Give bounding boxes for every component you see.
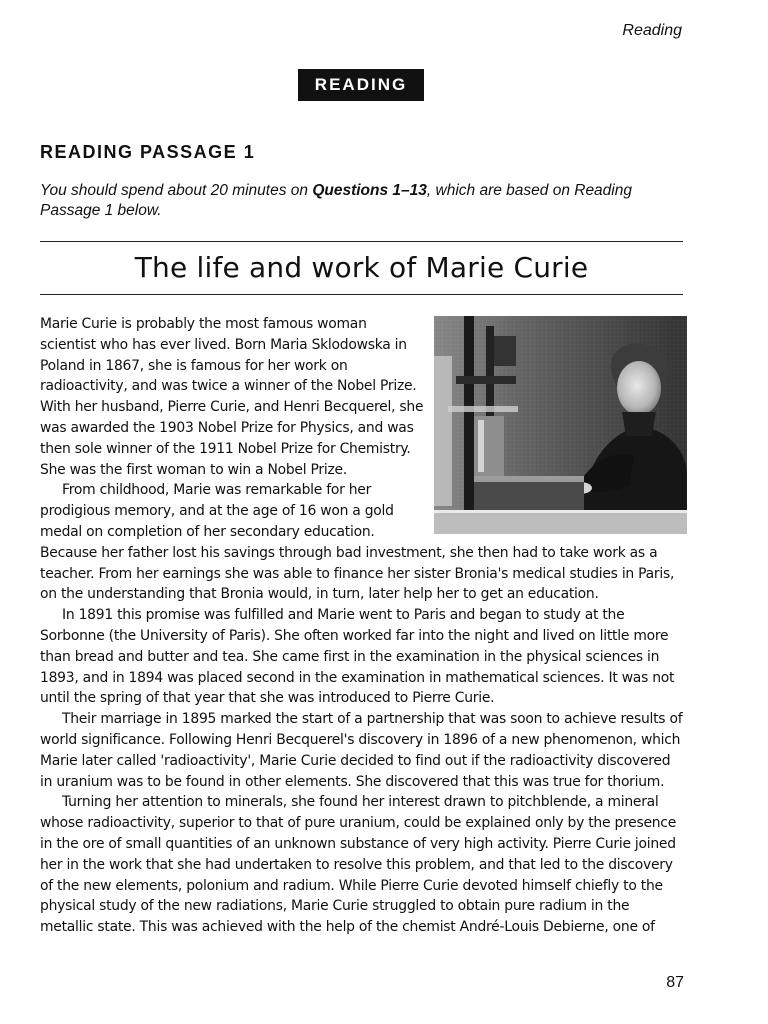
- instructions-text-2: , which are based on Reading Passage 1 below.: [40, 182, 632, 219]
- instructions-text-1: You should spend about 20 minutes on: [40, 182, 313, 199]
- article-title: The life and work of Marie Curie: [134, 251, 589, 284]
- article-body: [40, 314, 684, 938]
- paragraph-3: In 1891 this promise was fulfilled and Marie went to Paris and began to study at the Sorbonne (the University of Paris). She often worked far into the night and lived on little more than bread and butter and tea. She came first in the examination in the physical sciences in 1893, and in 1894 was placed second in the examination in mathematical sciences. It was not until the spring of that year that she was introduced to Pierre Curie.: [40, 607, 675, 707]
- section-badge: READING: [298, 69, 424, 101]
- instructions-questions: Questions 1–13: [312, 182, 427, 199]
- instructions: [40, 181, 680, 221]
- paragraph-1: Marie Curie is probably the most famous woman scientist who has ever lived. Born Maria Sklodowska in Poland in 1867, she is famous for her work on radioactivity, and was twice a winner of the Nobel Prize. With her husband, Pierre Curie, and Henri Becquerel, she was awarded the 1903 Nobel Prize for Physics, and was then sole winner of the 1911 Nobel Prize for Chemistry. She was the first woman to win a Nobel Prize.: [40, 316, 424, 478]
- title-top-rule: [40, 241, 683, 242]
- paragraph-4: Their marriage in 1895 marked the start of a partnership that was soon to achieve results of world significance. Following Henri Becquerel's discovery in 1896 of a new phenomenon, which Marie later called 'radioactivity', Marie Curie decided to find out if the radioactivity discovered in uranium was to be found in other elements. She discovered that this was true for thorium.: [40, 711, 683, 790]
- paragraph-2: From childhood, Marie was remarkable for her prodigious memory, and at the age of 16 won a gold medal on completion of her secondary education. Because her father lost his savings through bad investment, she then had to take work as a teacher. From her earnings she was able to finance her sister Bronia's medical studies in Paris, on the understanding that Bronia would, in turn, later help her to get an education.: [40, 482, 675, 603]
- running-head: Reading: [622, 22, 682, 39]
- page-number: 87: [666, 974, 684, 991]
- passage-heading: READING PASSAGE 1: [40, 142, 256, 162]
- marie-curie-photo: [434, 316, 687, 534]
- title-bottom-rule: [40, 294, 683, 295]
- paragraph-5: Turning her attention to minerals, she found her interest drawn to pitchblende, a mineral whose radioactivity, superior to that of pure uranium, could be explained only by the presence in the ore of small quantities of an unknown substance of very high activity. Pierre Curie joined her in the work that she had undertaken to resolve this problem, and that led to the discovery of the new elements, polonium and radium. While Pierre Curie devoted himself chiefly to the physical study of the new radiations, Marie Curie struggled to obtain pure radium in the metallic state. This was achieved with the help of the chemist André-Louis Debierne, one of: [40, 794, 676, 936]
